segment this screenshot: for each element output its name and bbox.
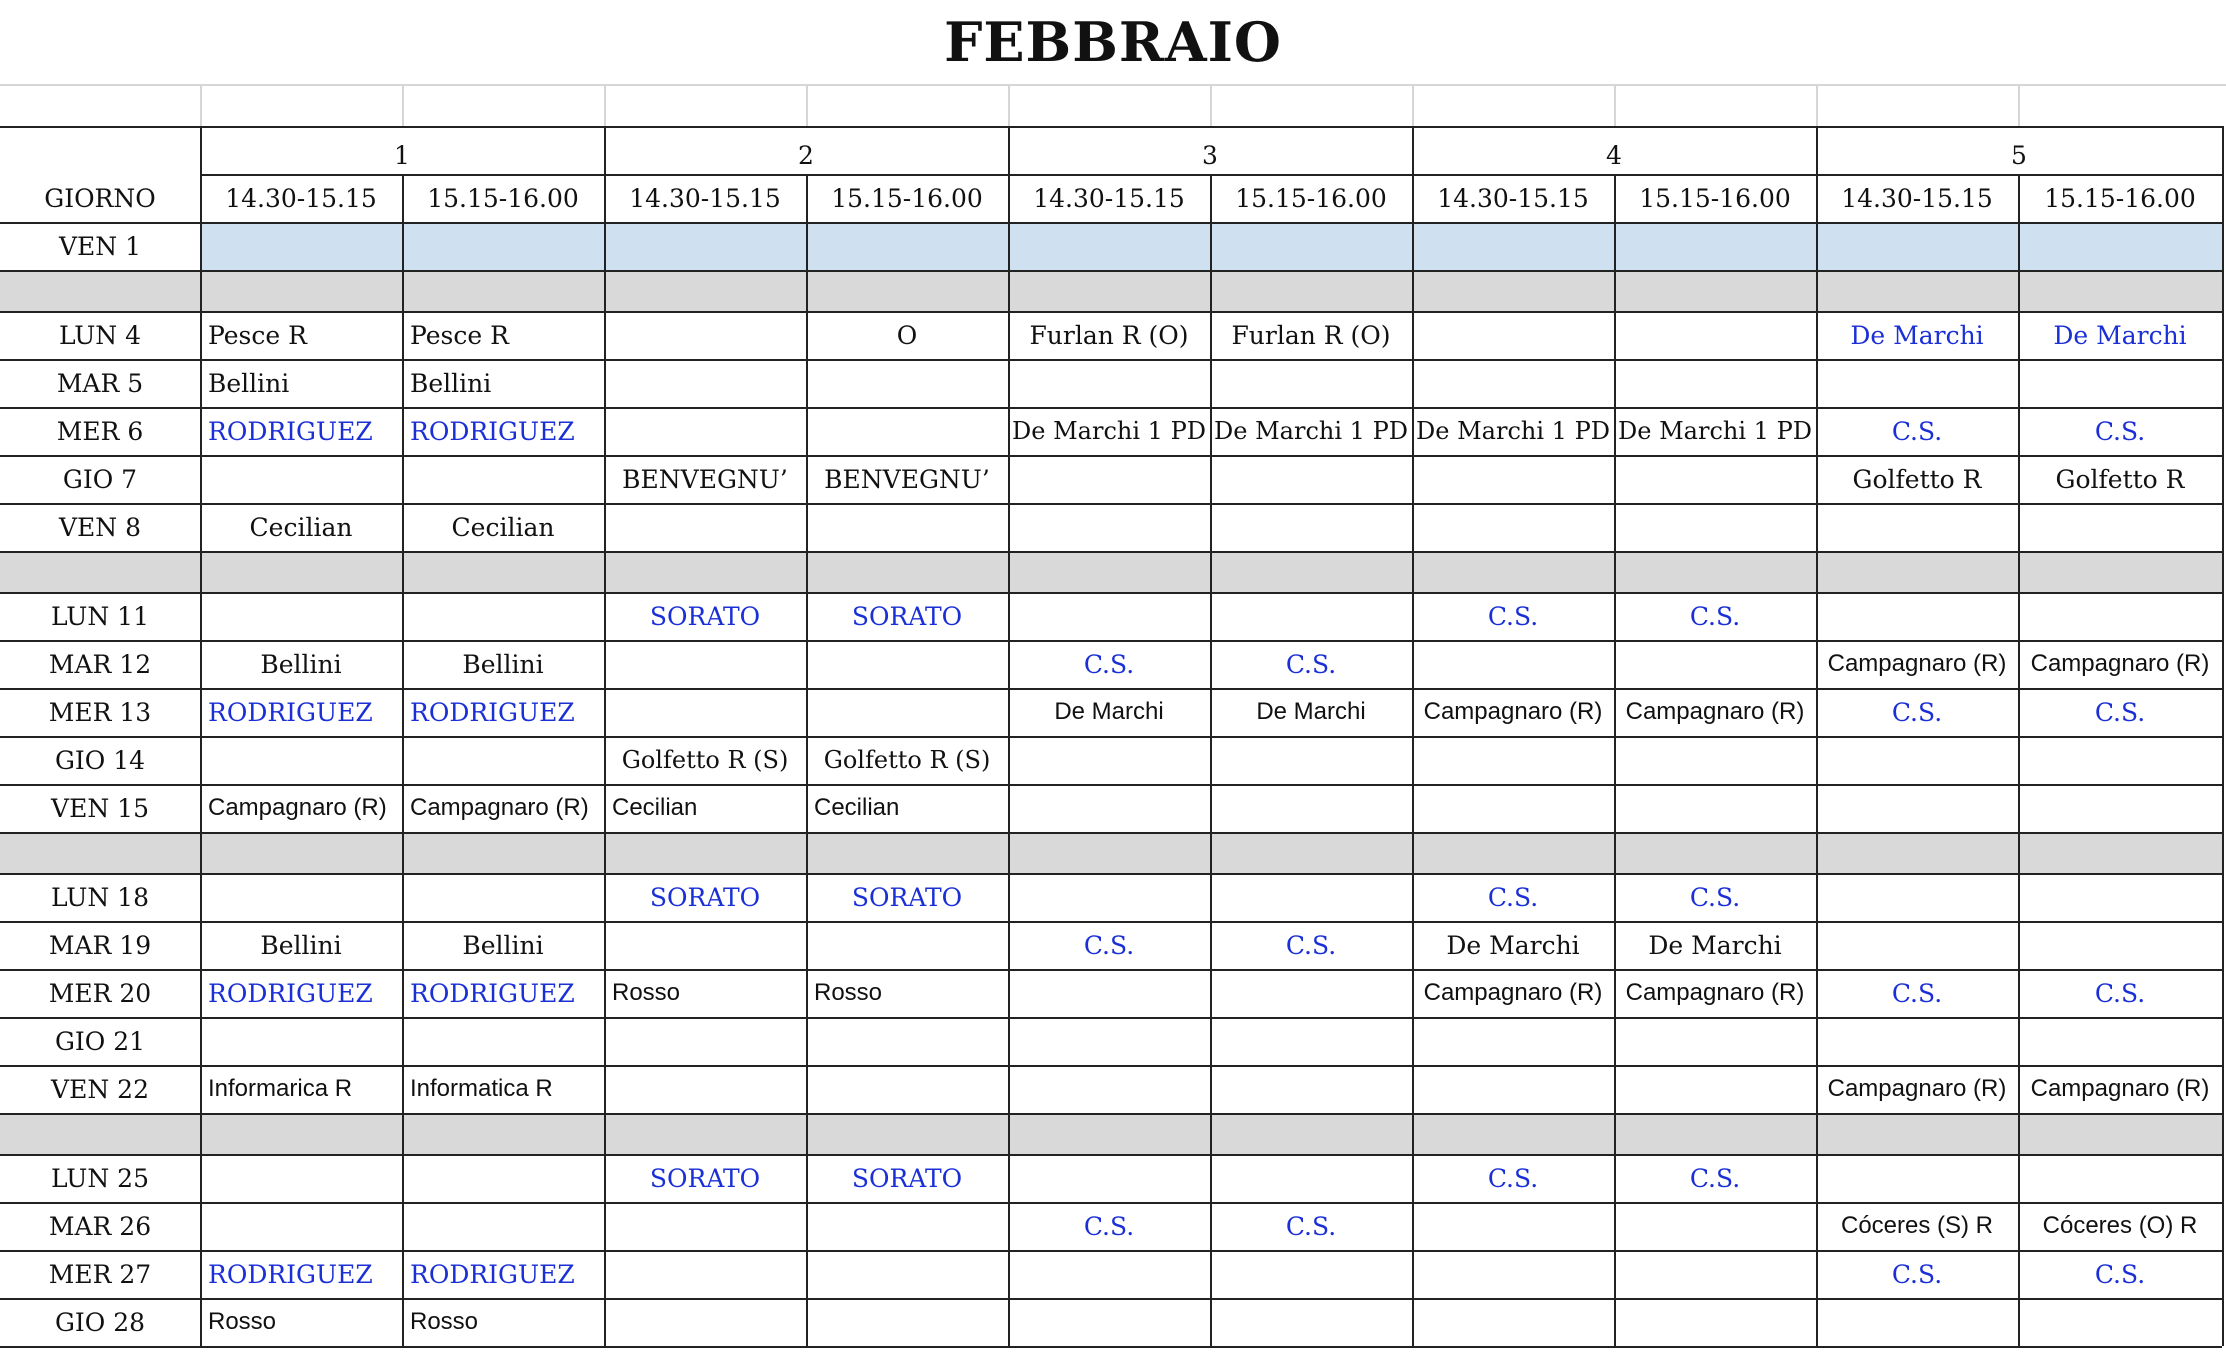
schedule-cell[interactable]: Campagnaro (R) xyxy=(1625,698,1805,725)
schedule-cell[interactable]: Pesce R xyxy=(410,320,509,350)
time-slot-header: 15.15-16.00 xyxy=(2044,183,2196,213)
schedule-cell[interactable]: C.S. xyxy=(2094,697,2146,727)
time-slot-header: 14.30-15.15 xyxy=(225,183,377,213)
schedule-cell[interactable]: RODRIGUEZ xyxy=(208,1259,373,1289)
schedule-cell[interactable]: C.S. xyxy=(1891,697,1943,727)
schedule-cell[interactable]: C.S. xyxy=(1689,1163,1741,1193)
grid-line xyxy=(0,1154,2222,1156)
time-slot-header: 14.30-15.15 xyxy=(629,183,781,213)
schedule-cell[interactable]: RODRIGUEZ xyxy=(208,697,373,727)
time-slot-header: 14.30-15.15 xyxy=(1033,183,1185,213)
schedule-cell[interactable]: Cóceres (O) R xyxy=(2042,1212,2198,1239)
schedule-cell[interactable]: De Marchi xyxy=(2053,320,2187,350)
schedule-cell[interactable]: C.S. xyxy=(2094,416,2146,446)
schedule-cell[interactable]: SORATO xyxy=(851,882,963,912)
grid-line xyxy=(0,784,2222,786)
group-header: 3 xyxy=(1202,141,1218,170)
grid-line xyxy=(0,84,2226,86)
grid-line xyxy=(1008,84,1010,126)
grid-line xyxy=(2222,126,2224,1346)
grid-line xyxy=(0,640,2222,642)
day-label: MER 20 xyxy=(48,978,152,1008)
schedule-cell[interactable]: C.S. xyxy=(1083,649,1135,679)
grid-line xyxy=(0,921,2222,923)
day-label: MAR 12 xyxy=(48,649,152,679)
grid-line xyxy=(0,1250,2222,1252)
grid-line xyxy=(1210,84,1212,126)
grid-line xyxy=(0,1202,2222,1204)
schedule-cell[interactable]: Campagnaro (R) xyxy=(1423,979,1603,1006)
schedule-cell[interactable]: C.S. xyxy=(1487,1163,1539,1193)
schedule-cell[interactable]: Bellini xyxy=(260,930,342,960)
schedule-cell[interactable]: C.S. xyxy=(1487,882,1539,912)
schedule-cell[interactable]: Campagnaro (R) xyxy=(1827,650,2007,677)
schedule-cell[interactable]: Bellini xyxy=(208,368,290,398)
day-label: LUN 11 xyxy=(51,601,149,631)
schedule-cell[interactable]: Informarica R xyxy=(208,1075,353,1102)
grid-line xyxy=(1816,126,1818,1346)
day-label: MAR 5 xyxy=(56,368,144,398)
schedule-cell[interactable]: Campagnaro (R) xyxy=(1625,979,1805,1006)
schedule-cell[interactable]: Cecilian xyxy=(249,512,353,542)
day-label: MAR 26 xyxy=(48,1211,152,1241)
schedule-cell[interactable]: C.S. xyxy=(1689,882,1741,912)
grid-line xyxy=(0,873,2222,875)
grid-line xyxy=(1412,84,1414,126)
grid-line xyxy=(2018,84,2020,126)
schedule-cell[interactable]: Campagnaro (R) xyxy=(1827,1075,2007,1102)
schedule-cell[interactable]: Golfetto R (S) xyxy=(621,746,789,774)
schedule-cell[interactable]: BENVEGNU’ xyxy=(824,464,990,494)
day-label: MER 6 xyxy=(56,416,144,446)
day-label: LUN 18 xyxy=(51,882,149,912)
schedule-cell[interactable]: C.S. xyxy=(1083,1211,1135,1241)
grid-line xyxy=(1614,84,1616,126)
schedule-cell[interactable]: SORATO xyxy=(649,601,761,631)
time-slot-header: 14.30-15.15 xyxy=(1841,183,1993,213)
schedule-cell[interactable]: C.S. xyxy=(1891,978,1943,1008)
schedule-cell[interactable]: Campagnaro (R) xyxy=(1423,698,1603,725)
grid-line xyxy=(402,174,404,1346)
grid-line xyxy=(0,359,2222,361)
schedule-cell[interactable]: RODRIGUEZ xyxy=(208,978,373,1008)
separator-row xyxy=(0,551,2222,592)
grid-line xyxy=(0,688,2222,690)
grid-line xyxy=(0,832,2222,834)
grid-line xyxy=(1614,174,1616,1346)
schedule-cell[interactable]: Golfetto R (S) xyxy=(823,746,991,774)
schedule-cell[interactable]: C.S. xyxy=(2094,1259,2146,1289)
grid-line xyxy=(604,126,606,1346)
grid-line xyxy=(200,126,202,1346)
grid-line xyxy=(0,222,2222,224)
grid-line xyxy=(0,1113,2222,1115)
schedule-cell[interactable]: Cecilian xyxy=(612,794,698,821)
grid-line xyxy=(200,84,202,126)
group-header: 1 xyxy=(394,141,410,170)
day-label: VEN 22 xyxy=(51,1074,149,1104)
schedule-cell[interactable]: Cecilian xyxy=(814,794,900,821)
schedule-cell[interactable]: C.S. xyxy=(1891,416,1943,446)
schedule-cell[interactable]: Rosso xyxy=(612,979,681,1006)
schedule-cell[interactable]: Campagnaro (R) xyxy=(2030,650,2210,677)
schedule-cell[interactable]: De Marchi xyxy=(1648,930,1782,960)
schedule-cell[interactable]: Rosso xyxy=(208,1308,277,1335)
day-label: VEN 1 xyxy=(58,231,142,261)
schedule-cell[interactable]: RODRIGUEZ xyxy=(410,1259,575,1289)
grid-line xyxy=(2018,174,2020,1346)
grid-line xyxy=(0,126,2222,128)
grid-line xyxy=(1816,84,1818,126)
schedule-cell[interactable]: Campagnaro (R) xyxy=(410,794,589,821)
group-header: 2 xyxy=(798,141,814,170)
schedule-cell[interactable]: RODRIGUEZ xyxy=(410,697,575,727)
grid-line xyxy=(0,455,2222,457)
schedule-cell[interactable]: Cóceres (S) R xyxy=(1840,1212,1994,1239)
schedule-cell[interactable]: C.S. xyxy=(1689,601,1741,631)
schedule-cell[interactable]: SORATO xyxy=(851,1163,963,1193)
schedule-cell[interactable]: C.S. xyxy=(1285,930,1337,960)
schedule-cell[interactable]: RODRIGUEZ xyxy=(410,416,575,446)
grid-line xyxy=(0,551,2222,553)
schedule-cell[interactable]: Bellini xyxy=(462,649,544,679)
schedule-cell[interactable]: De Marchi xyxy=(1054,698,1164,725)
schedule-cell[interactable]: Campagnaro (R) xyxy=(208,794,387,821)
grid-line xyxy=(806,84,808,126)
schedule-cell[interactable]: De Marchi 1 PD xyxy=(1012,417,1206,445)
schedule-cell[interactable]: Informatica R xyxy=(410,1075,553,1102)
schedule-cell[interactable]: C.S. xyxy=(1487,601,1539,631)
grid-line xyxy=(402,84,404,126)
schedule-cell[interactable]: De Marchi xyxy=(1446,930,1580,960)
schedule-cell[interactable]: C.S. xyxy=(1083,930,1135,960)
schedule-cell[interactable]: C.S. xyxy=(1891,1259,1943,1289)
day-label: VEN 8 xyxy=(58,512,142,542)
schedule-cell[interactable]: De Marchi xyxy=(1256,698,1366,725)
schedule-cell[interactable]: De Marchi 1 PD xyxy=(1214,417,1408,445)
schedule-cell[interactable]: SORATO xyxy=(851,601,963,631)
schedule-cell[interactable]: C.S. xyxy=(2094,978,2146,1008)
day-column-header: GIORNO xyxy=(44,183,156,213)
day-label: MAR 19 xyxy=(48,930,152,960)
day-label: MER 13 xyxy=(48,697,152,727)
grid-line xyxy=(0,969,2222,971)
schedule-cell[interactable]: De Marchi xyxy=(1850,320,1984,350)
day-label: GIO 14 xyxy=(54,745,146,775)
group-header: 4 xyxy=(1606,141,1622,170)
day-label: LUN 25 xyxy=(51,1163,149,1193)
schedule-cell[interactable]: SORATO xyxy=(649,1163,761,1193)
grid-line xyxy=(1210,174,1212,1346)
separator-row xyxy=(0,1113,2222,1154)
grid-line xyxy=(0,592,2222,594)
schedule-cell[interactable]: Pesce R xyxy=(208,320,307,350)
time-slot-header: 15.15-16.00 xyxy=(427,183,579,213)
schedule-cell[interactable]: RODRIGUEZ xyxy=(208,416,373,446)
schedule-cell[interactable]: O xyxy=(896,320,918,350)
schedule-cell[interactable]: BENVEGNU’ xyxy=(622,464,788,494)
schedule-cell[interactable]: RODRIGUEZ xyxy=(410,978,575,1008)
schedule-cell[interactable]: Furlan R (O) xyxy=(1231,320,1391,350)
schedule-cell[interactable]: Furlan R (O) xyxy=(1029,320,1189,350)
schedule-cell[interactable]: C.S. xyxy=(1285,649,1337,679)
schedule-cell[interactable]: Golfetto R xyxy=(2055,464,2185,494)
day-label: GIO 21 xyxy=(54,1026,146,1056)
grid-line xyxy=(1008,126,1010,1346)
schedule-cell[interactable]: De Marchi 1 PD xyxy=(1618,417,1812,445)
day-label: VEN 15 xyxy=(51,793,149,823)
separator-row xyxy=(0,832,2222,873)
grid-line xyxy=(604,84,606,126)
schedule-cell[interactable]: De Marchi 1 PD xyxy=(1416,417,1610,445)
grid-line xyxy=(0,407,2222,409)
grid-line xyxy=(0,1298,2222,1300)
day-label: GIO 7 xyxy=(62,464,138,494)
time-slot-header: 14.30-15.15 xyxy=(1437,183,1589,213)
grid-line xyxy=(0,311,2222,313)
schedule-cell[interactable]: Campagnaro (R) xyxy=(2030,1075,2210,1102)
schedule-cell[interactable]: Golfetto R xyxy=(1852,464,1982,494)
time-slot-header: 15.15-16.00 xyxy=(831,183,983,213)
schedule-cell[interactable]: Rosso xyxy=(410,1308,479,1335)
separator-row xyxy=(0,270,2222,311)
schedule-cell[interactable]: C.S. xyxy=(1285,1211,1337,1241)
grid-line xyxy=(0,503,2222,505)
grid-line xyxy=(0,1065,2222,1067)
schedule-cell[interactable]: Bellini xyxy=(260,649,342,679)
schedule-cell[interactable]: SORATO xyxy=(649,882,761,912)
day-label: LUN 4 xyxy=(58,320,142,350)
grid-line xyxy=(1412,126,1414,1346)
schedule-cell[interactable]: Bellini xyxy=(410,368,492,398)
time-slot-header: 15.15-16.00 xyxy=(1235,183,1387,213)
group-header: 5 xyxy=(2011,141,2027,170)
grid-line xyxy=(806,174,808,1346)
day-label: GIO 28 xyxy=(54,1307,146,1337)
grid-line xyxy=(0,736,2222,738)
grid-line xyxy=(0,1346,2222,1348)
schedule-cell[interactable]: Bellini xyxy=(462,930,544,960)
grid-line xyxy=(0,270,2222,272)
page-title: FEBBRAIO xyxy=(944,10,1282,74)
day-label: MER 27 xyxy=(48,1259,152,1289)
schedule-cell[interactable]: Cecilian xyxy=(451,512,555,542)
time-slot-header: 15.15-16.00 xyxy=(1639,183,1791,213)
schedule-cell[interactable]: Rosso xyxy=(814,979,883,1006)
grid-line xyxy=(0,1017,2222,1019)
